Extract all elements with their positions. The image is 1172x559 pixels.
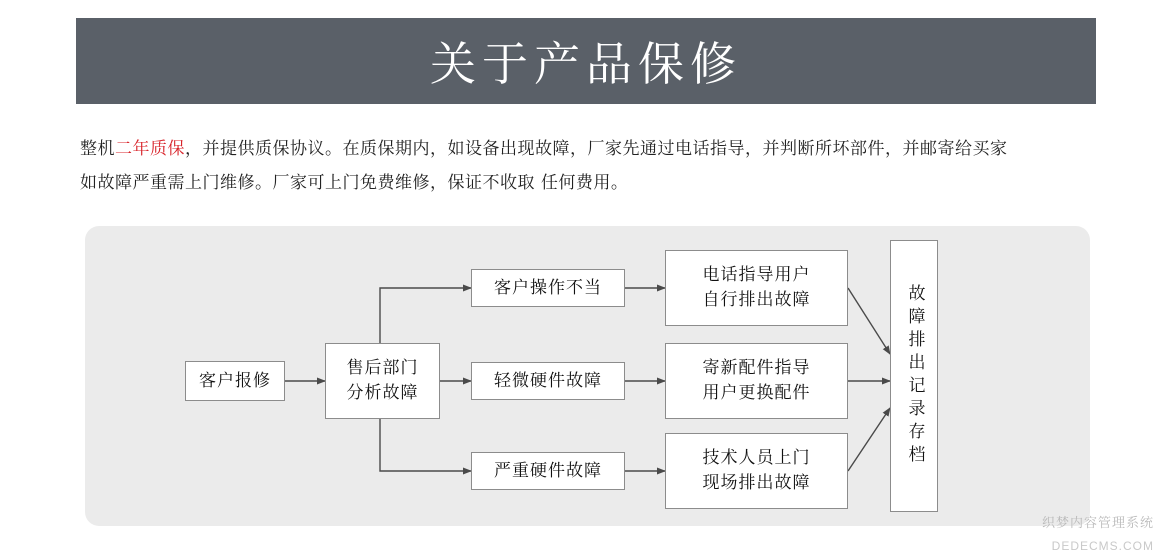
- paragraph-line-1: [80, 132, 1100, 166]
- header-banner: [76, 18, 1096, 104]
- flow-node-action2-line1: 寄新配件指导: [702, 358, 811, 378]
- flow-node-action-onsite: [665, 433, 848, 509]
- flow-node-action-phone-guide: [665, 250, 848, 326]
- warranty-paragraph: [80, 132, 1100, 200]
- flow-node-action3-line1: 技术人员上门: [702, 448, 811, 468]
- flow-diagram-panel: [85, 226, 1090, 526]
- flow-node-report: [185, 361, 285, 401]
- paragraph-highlight: 二年质保: [115, 139, 185, 159]
- watermark-sub: DEDECMS.COM: [1051, 539, 1154, 553]
- page-title: 关于产品保修: [430, 37, 742, 91]
- flow-node-archive-label: 故障排出记录存档: [904, 284, 925, 468]
- flow-node-report-label: 客户报修: [199, 370, 271, 391]
- flow-node-branch-major-fault: [471, 452, 625, 490]
- paragraph-line-2: 如故障严重需上门维修。厂家可上门免费维修，保证不收取 任何费用。: [80, 173, 629, 193]
- flow-node-branch-minor-fault: [471, 362, 625, 400]
- flow-node-action1-line2: 自行排出故障: [702, 290, 811, 310]
- flow-node-action2-line2: 用户更换配件: [702, 383, 811, 403]
- flow-node-analyze-line1: 售后部门: [346, 358, 419, 378]
- flow-node-branch-user-error: [471, 269, 625, 307]
- flow-node-branch2-label: 轻微硬件故障: [494, 370, 602, 391]
- paragraph-rest: ，并提供质保协议。在质保期内，如设备出现故障，厂家先通过电话指导，并判断所坏部件，并邮寄给买家: [185, 139, 1008, 159]
- flow-node-archive: [890, 240, 938, 512]
- flow-node-analyze: [325, 343, 440, 419]
- flow-node-action3-line2: 现场排出故障: [702, 473, 811, 493]
- flow-node-branch1-label: 客户操作不当: [494, 277, 602, 298]
- flow-node-action-send-parts: [665, 343, 848, 419]
- flow-node-branch3-label: 严重硬件故障: [494, 460, 602, 481]
- paragraph-prefix: 整机: [80, 139, 115, 159]
- flow-node-action1-line1: 电话指导用户: [702, 265, 811, 285]
- watermark-main: 织梦内容管理系统: [1041, 516, 1154, 531]
- flow-node-analyze-line2: 分析故障: [346, 383, 419, 403]
